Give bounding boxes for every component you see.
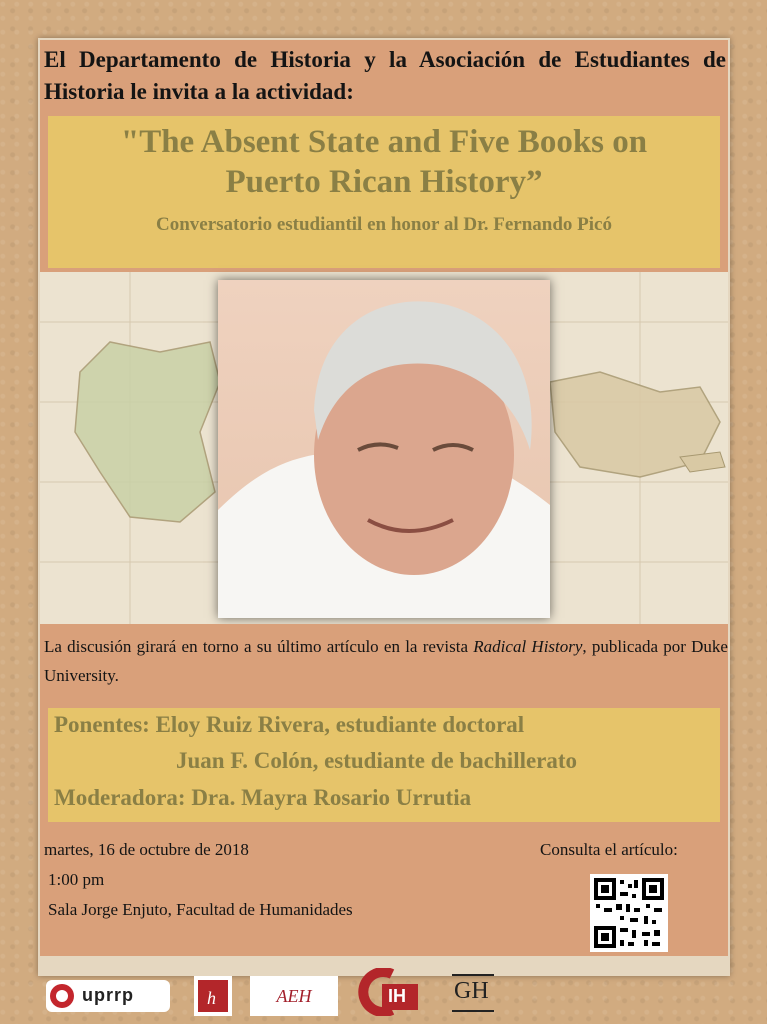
event-place: Sala Jorge Enjuto, Facultad de Humanidades [48,900,353,919]
discussion-part2: , publicada por Duke University. [44,637,728,685]
event-title [48,122,720,202]
gh-logo-text: GH [454,978,489,1004]
moderadora-line: Moderadora: Dra. Mayra Rosario Urrutia [54,785,472,810]
uprrp-logo-text: uprrp [82,985,134,1005]
discussion-text [44,632,728,690]
header-intro: El Departamento de Historia y la Asociación de Estudiantes de Historia le invita a la actividad: [44,47,726,104]
qr-label: Consulta el artículo: [540,840,678,859]
event-time: 1:00 pm [48,870,105,889]
cih-logo [356,968,428,1016]
aeh-logo [250,976,338,1016]
humanidades-logo [194,976,232,1016]
ponentes-line: Ponentes: Eloy Ruiz Rivera, estudiante doctoral [54,712,525,737]
qr-code[interactable] [590,874,668,952]
journal-name: Radical History [473,637,583,656]
event-title-line2: Puerto Rican History” [225,164,543,200]
cih-logo-text: IH [388,986,406,1006]
event-title-line1: "The Absent State and Five Books on [120,124,648,160]
uprrp-logo [46,980,170,1012]
aeh-logo-text: AEH [276,985,312,1006]
gh-logo [450,972,496,1016]
discussion-part1: La discusión girará en torno a su último artículo en la revista [44,637,474,656]
svg-text:h: h [207,988,216,1008]
event-date: martes, 16 de octubre de 2018 [44,840,249,859]
portrait-photo [218,280,550,618]
event-subtitle: Conversatorio estudiantil en honor al Dr. Fernando Picó [155,214,612,235]
ponente2-line: Juan F. Colón, estudiante de bachillerato [176,748,578,773]
